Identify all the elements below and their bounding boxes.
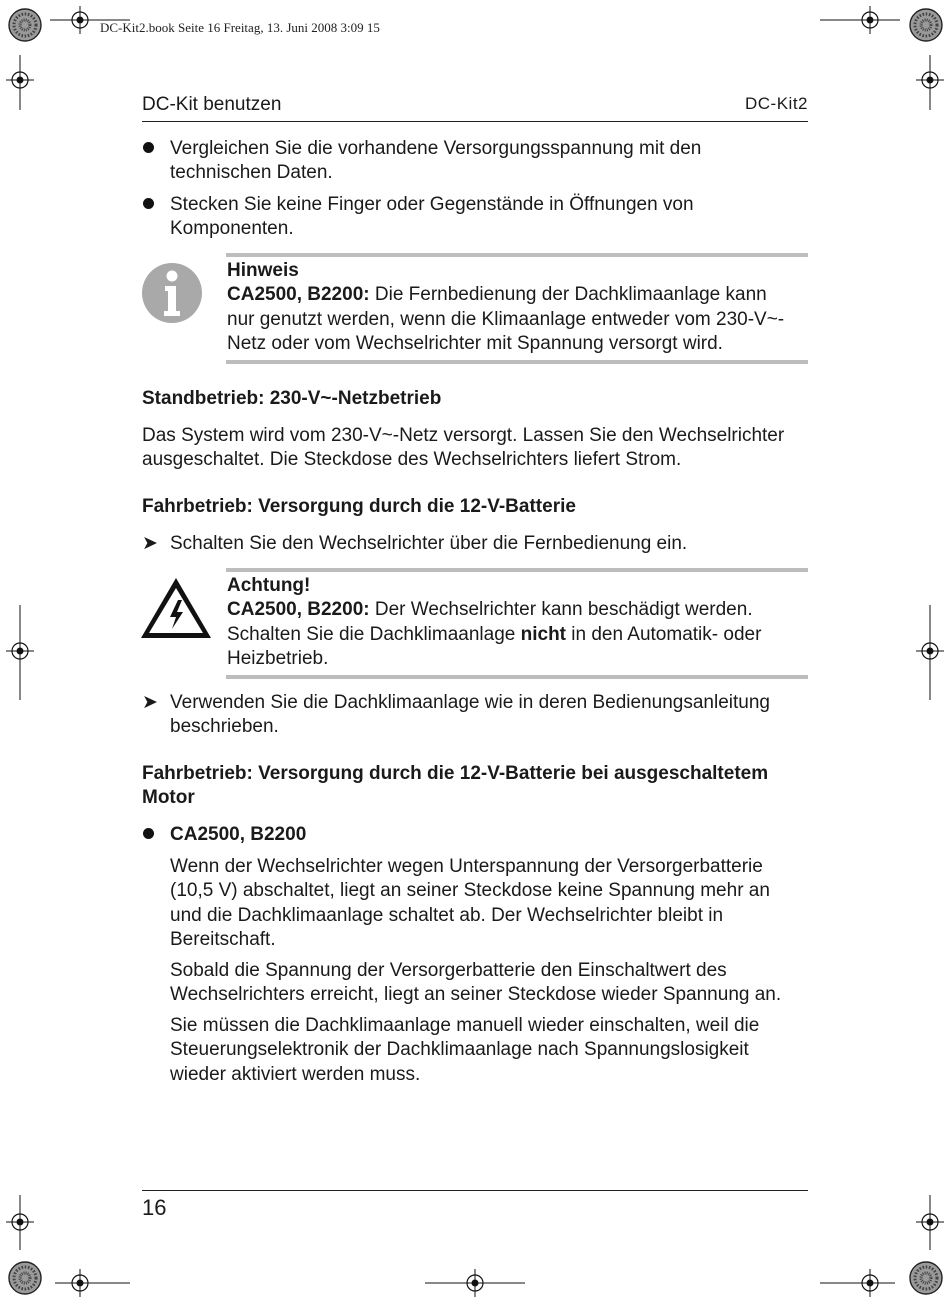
list-item: Vergleichen Sie die vorhandene Versorgungsspannung mit den technischen Daten. bbox=[170, 138, 702, 184]
list-item: Verwenden Sie die Dachklimaanlage wie in deren Bedienungsanleitung beschrieben. bbox=[170, 692, 770, 738]
note-title: Hinweis bbox=[227, 260, 299, 281]
note-achtung: Achtung! CA2500, B2200: Der Wechselrichter kann beschädigt werden. Schalten Sie die Dachklimaanlage nicht in den Automatik- oder Heizbetrieb. bbox=[227, 574, 817, 672]
bullet-dot bbox=[143, 142, 154, 153]
section-heading: Standbetrieb: 230-V~-Netzbetrieb bbox=[142, 388, 442, 409]
note-top-bar bbox=[226, 253, 808, 257]
note-hinweis: Hinweis CA2500, B2200: Die Fernbedienung der Dachklimaanlage kann nur genutzt werden, wenn die Klimaanlage entweder vom 230-V~- Netz oder vom Wechselrichter mit Spannung versorgt wird. bbox=[227, 259, 817, 357]
footer-rule bbox=[142, 1190, 808, 1191]
arrow-bullet-icon: ➤ bbox=[142, 692, 158, 713]
print-slug: DC-Kit2.book Seite 16 Freitag, 13. Juni 2008 3:09 15 bbox=[100, 20, 380, 35]
running-header-section: DC-Kit benutzen bbox=[142, 94, 282, 115]
list-item: Stecken Sie keine Finger oder Gegenstände in Öffnungen von Komponenten. bbox=[170, 194, 694, 240]
section-heading: Fahrbetrieb: Versorgung durch die 12-V-Batterie bei ausgeschaltetem Motor bbox=[142, 763, 769, 809]
list-item: Schalten Sie den Wechselrichter über die Fernbedienung ein. bbox=[170, 533, 688, 554]
bullet-dot bbox=[143, 198, 154, 209]
arrow-bullet-icon: ➤ bbox=[142, 533, 158, 554]
note-bottom-bar bbox=[226, 360, 808, 364]
paragraph: Wenn der Wechselrichter wegen Unterspannung der Versorgerbatterie (10,5 V) abschaltet, liegt an seiner Steckdose keine Spannung mehr an und die Dachklimaanlage schaltet ab. Der Wechselrichter bleibt in Bereitschaft. bbox=[170, 856, 770, 951]
paragraph: Das System wird vom 230-V~-Netz versorgt. Lassen Sie den Wechselrichter ausgeschaltet. Die Steckdose des Wechselrichters liefert Strom. bbox=[142, 425, 785, 471]
bullet-dot bbox=[143, 828, 154, 839]
note-title: Achtung! bbox=[227, 575, 311, 596]
high-voltage-warning-icon bbox=[139, 576, 213, 640]
section-heading: Fahrbetrieb: Versorgung durch die 12-V-Batterie bbox=[142, 496, 576, 517]
paragraph: Sobald die Spannung der Versorgerbatterie den Einschaltwert des Wechselrichters erreicht, liegt an seiner Steckdose wieder Spannung an. bbox=[170, 960, 782, 1006]
page-number: 16 bbox=[142, 1195, 167, 1220]
list-item-title: CA2500, B2200 bbox=[170, 824, 307, 845]
running-header-product: DC-Kit2 bbox=[744, 94, 808, 113]
paragraph: Sie müssen die Dachklimaanlage manuell wieder einschalten, weil die Steuerungselektronik der Dachklimaanlage nach Spannungslosigkeit wieder aktiviert werden muss. bbox=[170, 1015, 760, 1085]
info-icon bbox=[141, 262, 203, 324]
note-top-bar bbox=[226, 568, 808, 572]
header-rule bbox=[142, 121, 808, 122]
note-bottom-bar bbox=[226, 675, 808, 679]
